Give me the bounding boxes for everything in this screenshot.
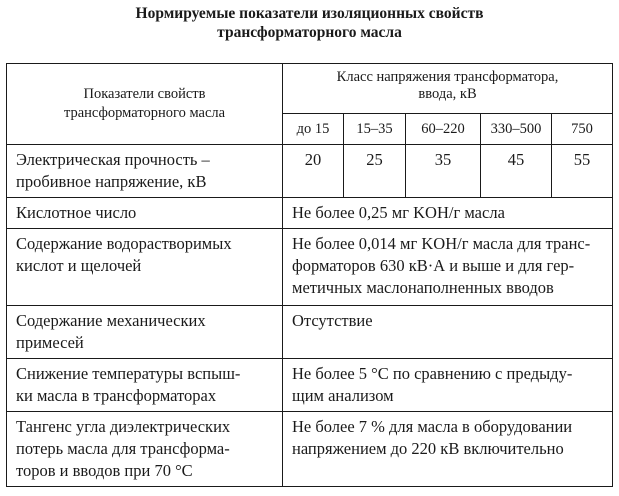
table-row [7, 145, 613, 198]
property-label: Содержание водорастворимых кислот и щелочей [7, 229, 283, 306]
value-cell: 35 [406, 145, 481, 198]
voltage-class-cell: 15–35 [344, 114, 406, 145]
voltage-class-cell: 750 [552, 114, 613, 145]
voltage-class-cell: 330–500 [481, 114, 552, 145]
property-label: Содержание механических примесей [7, 306, 283, 359]
table-row [7, 198, 613, 229]
title-line-1: Нормируемые показатели изоляционных свойств [135, 5, 484, 22]
property-label: Электрическая прочность – пробивное напряжение, кВ [7, 145, 283, 198]
oil-properties-table [6, 63, 613, 487]
table-row [7, 229, 613, 306]
property-label: Тангенс угла диэлектрических потерь масла для трансформа- торов и вводов при 70 °С [7, 412, 283, 487]
property-label: Кислотное число [7, 198, 283, 229]
value-cell: 55 [552, 145, 613, 198]
voltage-class-cell: до 15 [283, 114, 344, 145]
header-row [7, 64, 613, 114]
header-properties: Показатели свойств трансформаторного масла [7, 64, 283, 145]
table-row [7, 412, 613, 487]
table-row [7, 359, 613, 412]
property-value: Не более 0,014 мг KOH/г масла для транс- форматоров 630 кВ·А и выше и для гер- метичных маслонаполненных вводов [283, 229, 613, 306]
property-value: Не более 5 °С по сравнению с предыду- щим анализом [283, 359, 613, 412]
value-cell: 25 [344, 145, 406, 198]
value-cell: 20 [283, 145, 344, 198]
property-value: Не более 7 % для масла в оборудовании напряжением до 220 кВ включительно [283, 412, 613, 487]
table-row [7, 306, 613, 359]
header-voltage-class: Класс напряжения трансформатора, ввода, кВ [283, 64, 613, 114]
table-title [0, 4, 619, 42]
property-label: Снижение температуры вспыш- ки масла в трансформаторах [7, 359, 283, 412]
title-line-2: трансформаторного масла [217, 24, 402, 41]
voltage-class-cell: 60–220 [406, 114, 481, 145]
value-cell: 45 [481, 145, 552, 198]
property-value: Отсутствие [283, 306, 613, 359]
property-value: Не более 0,25 мг KOH/г масла [283, 198, 613, 229]
